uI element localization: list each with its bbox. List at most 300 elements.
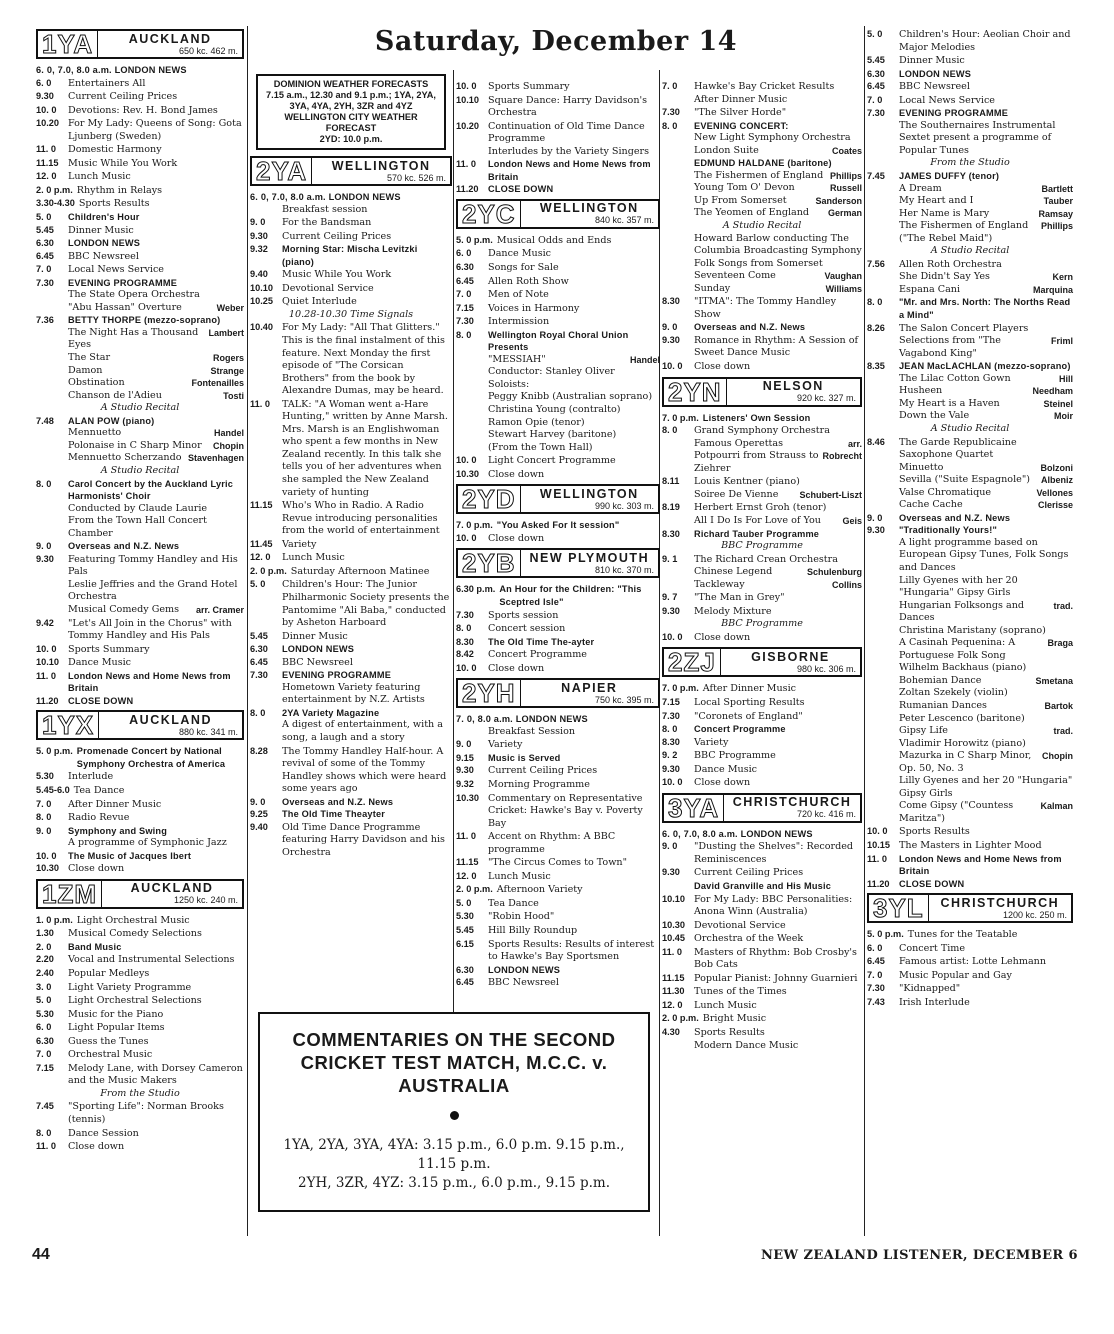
programme-title: Allen Roth Orchestra <box>899 258 1002 270</box>
cricket-commentaries-box <box>258 1012 650 1212</box>
programme-time: 10.30 <box>662 919 685 930</box>
programme-item <box>250 656 452 670</box>
programme-item <box>250 282 452 296</box>
programme-title: Concert session <box>488 623 566 635</box>
programme-time: 9. 0 <box>36 825 52 836</box>
programme-item <box>456 792 660 831</box>
programme-item <box>662 360 862 374</box>
programme-item <box>662 295 862 321</box>
programme-item <box>662 999 862 1013</box>
programme-title: The Fishermen of England ("The Rebel Maid") Phillips <box>899 220 1073 244</box>
programme-title: Chanson de l'Adieu Tosti <box>68 389 244 401</box>
programme-time: 10.20 <box>36 118 59 129</box>
programme-time: 11. 0 <box>36 1141 56 1152</box>
programme-title: Devotional Service <box>694 919 786 931</box>
programme-time: 8. 0 <box>36 1127 52 1138</box>
programme-item <box>867 700 1073 713</box>
station-frequency: 990 kc. 303 m. <box>594 500 654 511</box>
programme-item <box>662 132 862 145</box>
programme-item <box>36 825 244 838</box>
programme-item <box>662 749 862 763</box>
weather-city: WELLINGTON CITY WEATHER FORECAST <box>284 112 418 133</box>
programme-item <box>36 170 244 184</box>
programme-time: 10. 0 <box>456 455 477 466</box>
programme-item <box>867 335 1073 360</box>
programme-time: 11. 0 <box>250 398 270 409</box>
programme-item <box>662 515 862 528</box>
programme-item <box>456 622 660 636</box>
programme-item <box>662 438 862 476</box>
programme-time: 5. 0 <box>36 995 52 1006</box>
station-frequency: 750 kc. 395 m. <box>594 694 654 705</box>
page-title-text: Saturday, December 14 <box>374 26 738 57</box>
programme-title: Lunch Music <box>488 870 551 882</box>
programme-title: Tackleway Collins <box>694 578 862 590</box>
programme-title: Children's Hour <box>68 212 140 223</box>
programme-title: "ITMA": The Tommy Handley Show <box>694 296 837 320</box>
station-city: AUCKLAND <box>130 881 214 896</box>
programme-item <box>867 360 1073 373</box>
programme-item <box>456 778 660 792</box>
programme-item <box>867 183 1073 196</box>
programme-item <box>662 723 862 736</box>
station-city: GISBORNE <box>751 649 830 664</box>
programme-note: A Studio Recital <box>100 402 180 414</box>
programme-title: A digest of entertainment, with a song, a laugh and a story <box>282 719 443 743</box>
programme-item <box>662 321 862 334</box>
programme-time: 5. 0 <box>867 29 883 39</box>
programme-time: 3.30-4.30 <box>36 198 75 209</box>
programme-item <box>662 566 862 579</box>
programme-time: 9.30 <box>662 334 680 345</box>
programme-time: 10.45 <box>662 933 685 944</box>
programme-title: My Heart and I Tauber <box>899 195 1073 207</box>
programme-time: 6. 0 <box>456 248 472 259</box>
programme-time: 7.15 <box>456 302 474 313</box>
programme-item <box>456 261 660 275</box>
programme-title: The Night Has a Thousand Eyes Lambert <box>68 326 244 351</box>
programme-title: The Tommy Handley Half-hour. A revival of some of the Tommy Handley shows which were heard some years ago <box>282 745 447 795</box>
programme-time: 5.30 <box>456 911 474 922</box>
programme-title: CLOSE DOWN <box>899 878 965 889</box>
programme-title: Close down <box>68 1141 125 1153</box>
programme-time: 1.30 <box>36 928 54 939</box>
programme-time: 3. 0 <box>36 981 52 992</box>
programme-title: Up From Somerset Sanderson <box>694 194 862 206</box>
programme-time: 7.36 <box>36 315 54 326</box>
programme-title: Tea Dance <box>73 784 125 796</box>
programme-title: Light Orchestral Selections <box>68 995 202 1007</box>
programme-time: 7. 0 p.m. <box>456 520 493 531</box>
programme-time: 11.20 <box>36 695 59 706</box>
programme-title: Accent on Rhythm: A BBC programme <box>488 831 616 855</box>
programme-title: Minuetto Bolzoni <box>899 461 1073 473</box>
station-frequency: 1250 kc. 240 m. <box>173 895 238 906</box>
programme-time: 8.30 <box>456 636 474 647</box>
programme-item <box>250 191 452 204</box>
programme-item <box>250 630 452 644</box>
programme-title: Modern Dance Music <box>694 1039 799 1051</box>
programme-title: Famous Operettas Potpourri from Strauss to Ziehrer arr. Robrecht <box>694 437 862 474</box>
programme-time: 9.32 <box>250 244 268 255</box>
station-header-2yn <box>662 377 862 407</box>
programme-time: 7.30 <box>456 609 474 620</box>
station-call-sign: 2ZJ <box>664 649 721 675</box>
column-2 <box>250 72 452 859</box>
programme-time: 8.30 <box>662 528 680 539</box>
programme-time: 11.15 <box>456 857 479 868</box>
programme-item <box>36 440 244 453</box>
programme-title: Men of Note <box>488 289 549 301</box>
programme-item <box>456 910 660 924</box>
programme-item <box>662 233 862 258</box>
programme-title: London News and Home News from Britain <box>899 853 1062 877</box>
programme-time: 9.40 <box>250 269 268 280</box>
programme-item <box>250 216 452 230</box>
station-call-sign: 1YX <box>38 712 99 738</box>
programme-time: 10. 0 <box>456 81 477 91</box>
programme-item <box>36 914 244 928</box>
programme-title: Valse Chromatique Vellones <box>899 486 1073 498</box>
station-frequency: 1200 kc. 250 m. <box>1002 909 1067 920</box>
programme-title: Peter Lescenco (baritone) <box>899 712 1025 724</box>
programme-title: Peggy Knibb (Australian soprano) <box>488 391 653 403</box>
programme-time: 10.15 <box>867 840 890 850</box>
programme-title: Symphony and Swing <box>68 825 168 836</box>
programme-time: 5.45 <box>36 224 54 235</box>
programme-title: Folk Songs from Somerset <box>694 257 823 269</box>
programme-item <box>662 120 862 133</box>
programme-time: 7. 0 <box>867 969 883 980</box>
programme-title: Dance Music <box>488 248 552 260</box>
station-call-sign: 2YB <box>458 550 521 576</box>
programme-item <box>36 263 244 277</box>
column-rule <box>247 26 248 1236</box>
programme-time: 5.45 <box>250 630 268 641</box>
programme-item <box>662 682 862 696</box>
station-city: WELLINGTON <box>539 201 639 216</box>
programme-item <box>36 289 244 302</box>
programme-time: 2. 0 p.m. <box>662 1013 699 1024</box>
programme-title: London News and Home News from Britain <box>68 670 231 694</box>
programme-item <box>36 390 244 403</box>
station-header-1ya <box>36 29 244 59</box>
programme-time: 9. 2 <box>662 750 678 761</box>
programme-time: 7. 0 <box>662 81 678 91</box>
programme-title: Lilly Gyenes and her 20 "Hungaria" Gipsy Girls <box>899 775 1073 799</box>
programme-item <box>867 955 1073 969</box>
programme-item <box>662 258 862 271</box>
programme-title: "Sporting Life": Norman Brooks (tennis) <box>68 1101 224 1126</box>
programme-time: 8. 0 <box>456 329 472 340</box>
programme-item <box>456 275 660 289</box>
station-call-sign: 3YA <box>664 795 724 821</box>
station-frequency: 810 kc. 370 m. <box>594 564 654 575</box>
programme-item <box>867 410 1073 423</box>
programme-time: 7.30 <box>867 983 885 994</box>
programme-time: 10. 0 <box>456 532 477 543</box>
programme-time: 2. 0 p.m. <box>456 884 493 895</box>
programme-title: Husheen Needham <box>899 385 1073 397</box>
programme-item <box>867 220 1073 245</box>
programme-item <box>662 182 862 195</box>
programme-time: 8. 0 <box>662 724 678 735</box>
programme-title: "Kidnapped" <box>899 983 961 995</box>
programme-time: 6.45 <box>456 977 474 988</box>
programme-time: 8. 0 <box>36 478 52 489</box>
programme-time: 10. 0 <box>456 662 477 673</box>
programme-title: Devotional Service <box>282 282 374 294</box>
programme-list-2zj <box>662 682 862 789</box>
programme-item <box>36 64 244 77</box>
station-frequency: 980 kc. 306 m. <box>796 663 856 674</box>
programme-item <box>36 237 244 250</box>
programme-item <box>36 1100 244 1126</box>
station-frequency: 920 kc. 327 m. <box>796 393 856 404</box>
programme-title: Light Orchestral Music <box>76 914 190 926</box>
programme-note: A Studio Recital <box>930 422 1010 434</box>
programme-title: The Garde Republicaine Saxophone Quartet <box>899 436 1017 461</box>
programme-item <box>867 170 1073 183</box>
programme-item <box>456 636 660 649</box>
programme-title: Tunes of the Times <box>694 986 787 998</box>
programme-time: 10.40 <box>250 322 273 333</box>
programme-item <box>662 631 862 645</box>
programme-title: The Fishermen of England Phillips <box>694 169 862 181</box>
programme-title: Concert Time <box>899 942 966 954</box>
programme-title: Famous artist: Lotte Lehmann <box>899 956 1047 968</box>
station-city: AUCKLAND <box>128 31 212 46</box>
programme-item <box>662 489 862 502</box>
programme-item <box>36 1088 244 1101</box>
cricket-schedule-2: 2YH, 3ZR, 4YZ: 3.15 p.m., 6.0 p.m., 9.15 p.m. <box>298 1175 610 1191</box>
programme-item <box>456 329 660 354</box>
programme-title: Intermission <box>488 316 550 328</box>
programme-item <box>867 462 1073 475</box>
programme-title: Ramon Opie (tenor) <box>488 416 585 428</box>
programme-time: 10. 0 <box>867 826 888 837</box>
programme-title: Sports Results <box>78 198 150 210</box>
programme-item <box>662 207 862 220</box>
programme-title: Continuation of Old Time Dance Programme <box>488 120 645 145</box>
weather-forecast-box <box>256 74 446 150</box>
programme-time: 5. 0 p.m. <box>36 746 73 757</box>
programme-title: Wilhelm Backhaus (piano) <box>899 662 1027 674</box>
programme-title: The Old Time The-ayter <box>488 636 595 647</box>
programme-time: 11. 0 <box>456 159 476 170</box>
programme-item <box>250 204 452 217</box>
programme-time: 9.42 <box>36 617 54 628</box>
programme-item <box>456 302 660 316</box>
programme-title: The State Opera Orchestra <box>68 289 200 301</box>
programme-title: Overseas and N.Z. News <box>694 322 806 333</box>
programme-item <box>250 682 452 707</box>
programme-item <box>36 327 244 352</box>
programme-time: 6.45 <box>36 250 54 261</box>
programme-time: 11. 0 <box>36 144 56 155</box>
programme-item <box>456 391 660 404</box>
programme-time: 5. 0 p.m. <box>456 234 493 245</box>
station-header-1yx <box>36 710 244 740</box>
programme-title: Morning Star: Mischa Levitzki (piano) <box>282 244 418 267</box>
programme-item <box>36 365 244 378</box>
programme-title: Cache Cache Clerisse <box>899 499 1073 511</box>
programme-title: Selections from "The Vagabond King" Friml <box>899 335 1073 359</box>
programme-item <box>36 184 244 198</box>
programme-time: 8.30 <box>662 736 680 747</box>
programme-time: 9.30 <box>867 525 885 536</box>
programme-title: Guess the Tunes <box>68 1035 149 1047</box>
programme-title: Devotions: Rev. H. Bond James <box>68 104 218 116</box>
programme-title: Afternoon Variety <box>496 884 583 896</box>
programme-time: 6. 0 <box>36 1022 52 1033</box>
programme-title: Conductor: Stanley Oliver <box>488 366 615 378</box>
programme-title: Dinner Music <box>899 55 965 67</box>
programme-title: "You Asked For It session" <box>496 520 620 531</box>
programme-note: A Studio Recital <box>722 220 802 232</box>
programme-title: Musical Comedy Selections <box>68 928 202 940</box>
cricket-schedule-1: 1YA, 2YA, 3YA, 4YA: 3.15 p.m., 6.0 p.m. 9.15 p.m., 11.15 p.m. <box>283 1137 625 1172</box>
programme-time: 9.30 <box>250 230 268 241</box>
programme-time: 5.45 <box>456 924 474 935</box>
programme-item <box>456 454 660 468</box>
programme-time: 8. 0 <box>662 120 678 131</box>
programme-title: Christina Maristany (soprano) <box>899 624 1046 636</box>
programme-item <box>36 197 244 211</box>
programme-list-1zm <box>36 914 244 1154</box>
programme-item <box>36 850 244 863</box>
programme-item <box>456 738 660 752</box>
programme-time: 6.30 <box>456 964 474 975</box>
programme-time: 5.30 <box>36 771 54 782</box>
programme-time: 10.25 <box>250 296 273 307</box>
programme-title: Melody Lane, with Dorsey Cameron and the Music Makers <box>68 1062 243 1087</box>
programme-item <box>456 883 660 897</box>
station-city: NEW PLYMOUTH <box>529 550 650 565</box>
programme-title: Close down <box>694 777 751 789</box>
programme-item <box>867 385 1073 398</box>
programme-item <box>36 770 244 784</box>
programme-item <box>662 828 862 841</box>
programme-item <box>456 662 660 676</box>
programme-item <box>250 309 452 322</box>
programme-item <box>867 54 1073 68</box>
programme-item <box>662 424 862 438</box>
programme-item <box>662 94 862 107</box>
programme-time: 2. 0 <box>36 941 52 952</box>
programme-time: 8.28 <box>250 745 268 756</box>
programme-item <box>867 775 1073 800</box>
programme-item <box>662 763 862 777</box>
programme-item <box>250 499 452 538</box>
programme-item <box>36 352 244 365</box>
programme-title: The Salon Concert Players <box>899 322 1029 334</box>
programme-time: 6.30 <box>867 68 885 79</box>
programme-item <box>662 1040 862 1053</box>
programme-item <box>456 417 660 430</box>
programme-title: Dinner Music <box>68 224 134 236</box>
programme-list-2yh-continued <box>662 80 862 374</box>
programme-title: My Heart is a Haven Steinel <box>899 397 1073 409</box>
programme-title: Rhythm in Relays <box>76 184 163 196</box>
programme-title: Interlude <box>68 771 114 783</box>
programme-time: 8.30 <box>662 296 680 307</box>
programme-item <box>867 373 1073 386</box>
programme-time: 7.30 <box>867 108 885 119</box>
programme-time: 7. 0, 8.0 a.m. LONDON NEWS <box>456 714 588 725</box>
programme-item <box>250 243 452 268</box>
programme-note: From the Studio <box>100 1087 180 1099</box>
programme-item <box>250 707 452 720</box>
programme-item <box>36 695 244 708</box>
programme-item <box>456 315 660 329</box>
station-city: WELLINGTON <box>331 158 431 173</box>
programme-title: Polonaise in C Sharp Minor Chopin <box>68 439 244 451</box>
programme-title: "MESSIAH" Handel <box>488 353 660 365</box>
programme-title: BBC Newsreel <box>68 250 139 262</box>
programme-item <box>36 617 244 643</box>
programme-time: 10.10 <box>250 282 273 293</box>
programme-title: From the Town Hall Concert Chamber <box>68 515 207 539</box>
programme-title: Current Ceiling Prices <box>282 230 392 242</box>
programme-time: 7. 0 p.m. <box>662 683 699 694</box>
station-call-sign: 3YL <box>869 895 929 921</box>
programme-time: 12. 0 <box>456 870 477 881</box>
programme-time: 11.20 <box>456 184 479 195</box>
programme-title: Variety <box>282 538 317 550</box>
programme-item <box>867 750 1073 775</box>
programme-time: 12. 0 <box>36 171 57 182</box>
programme-title: Popular Pianist: Johnny Guarnieri <box>694 972 858 984</box>
programme-item <box>867 512 1073 525</box>
programme-time: 2. 0 p.m. <box>250 565 287 576</box>
programme-title: Irish Interlude <box>899 996 970 1008</box>
programme-title: Grand Symphony Orchestra <box>694 425 830 437</box>
programme-item <box>867 662 1073 675</box>
programme-title: Leslie Jeffries and the Grand Hotel Orchestra <box>68 578 238 603</box>
programme-item <box>867 878 1073 891</box>
programme-title: Musical Comedy Gems arr. Cramer <box>68 603 244 615</box>
programme-time: 1. 0 p.m. <box>36 914 73 925</box>
programme-title: "Let's All Join in the Chorus" with Tommy Handley and His Pals <box>68 617 232 642</box>
programme-item <box>250 745 452 796</box>
programme-title: After Dinner Music <box>68 798 162 810</box>
programme-time: 10. 0 <box>662 777 683 788</box>
programme-title: Vladimir Horowitz (piano) <box>899 737 1026 749</box>
programme-time: 7.30 <box>662 710 680 721</box>
programme-title: Interludes by the Variety Singers <box>488 145 650 157</box>
programme-item <box>36 981 244 995</box>
programme-time: 9. 0 <box>250 217 266 228</box>
programme-item <box>867 982 1073 996</box>
column-rule <box>453 70 454 1012</box>
programme-item <box>867 800 1073 825</box>
programme-title: Music While You Work <box>282 269 392 281</box>
programme-item <box>36 604 244 617</box>
programme-item <box>36 1127 244 1141</box>
programme-item <box>867 600 1073 625</box>
programme-item <box>867 94 1073 108</box>
programme-time: 11.15 <box>250 500 273 511</box>
programme-title: Orchestra of the Week <box>694 933 804 945</box>
page-title <box>250 26 862 66</box>
programme-item <box>456 726 660 739</box>
programme-title: Morning Programme <box>488 778 590 790</box>
programme-title: Tunes for the Teatable <box>907 929 1018 941</box>
programme-title: The Old Time Theayter <box>282 809 386 820</box>
programme-item <box>662 106 862 120</box>
programme-title: Children's Hour: The Junior Philharmonic Society presents the Pantomime "Ali Baba," conducted by Asheton Harboard <box>282 579 450 629</box>
